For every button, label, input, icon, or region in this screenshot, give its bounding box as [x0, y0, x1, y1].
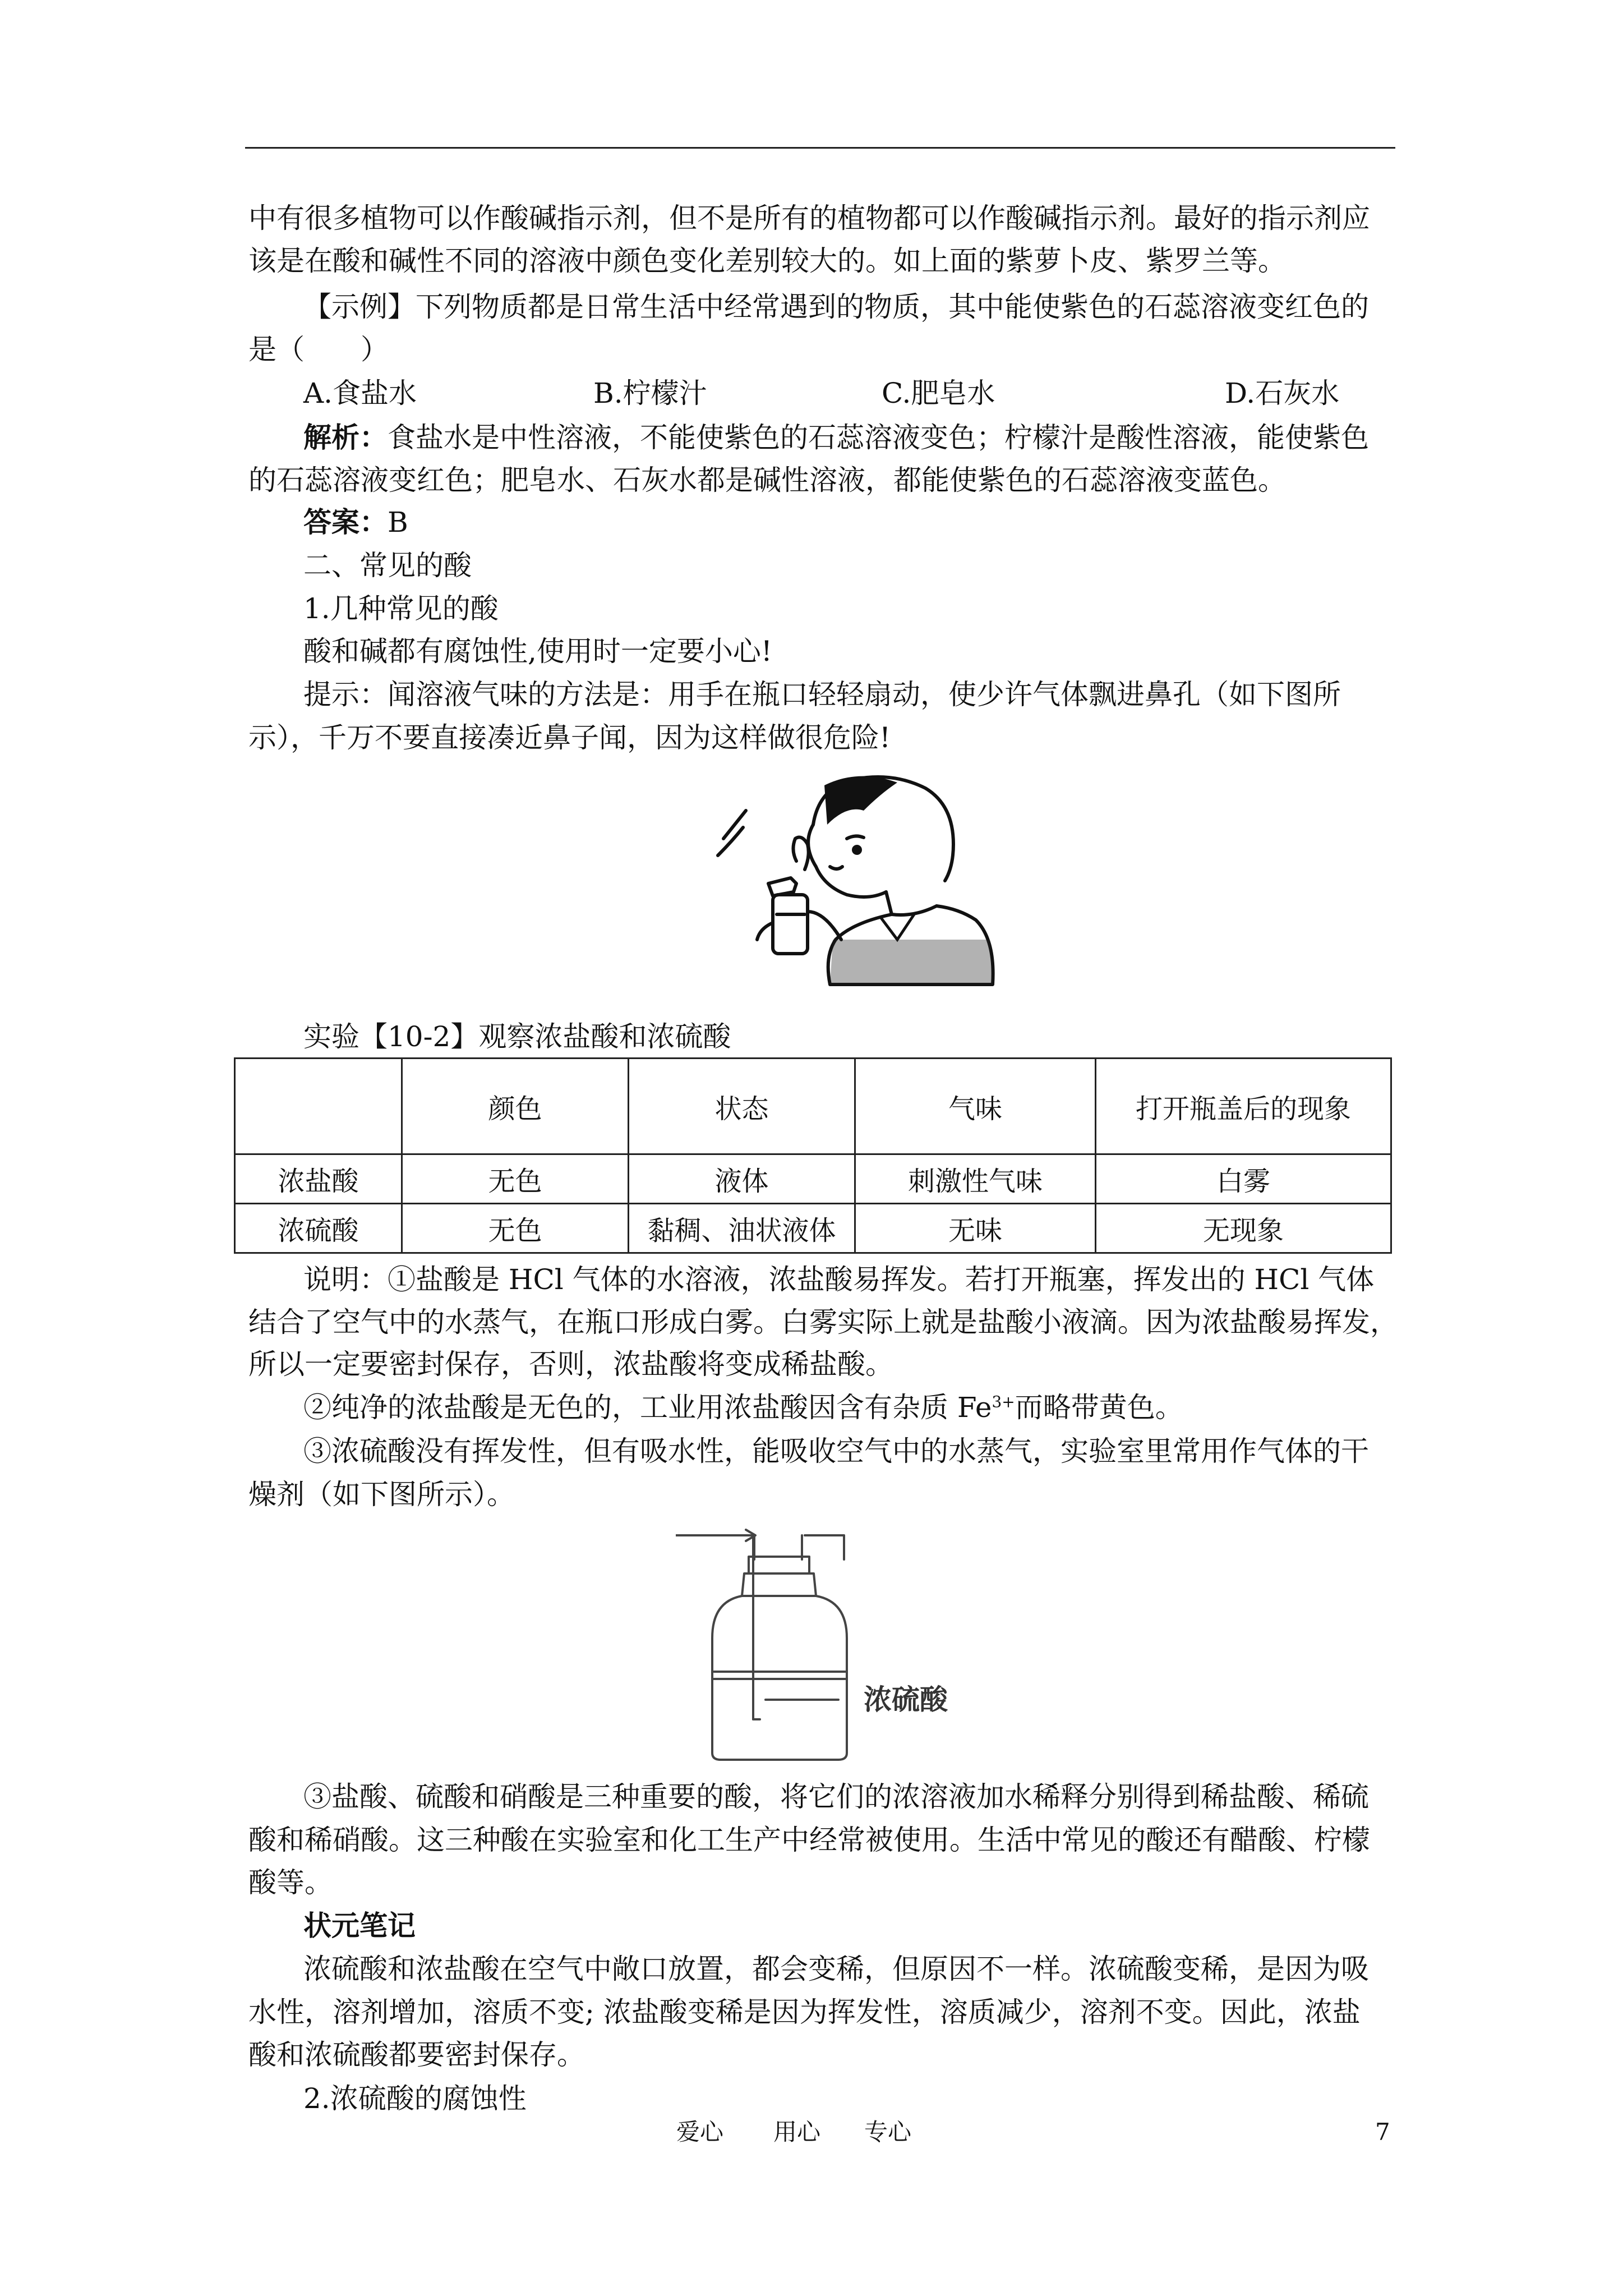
- example-line: 【示例】下列物质都是日常生活中经常遇到的物质，其中能使紫色的石蕊溶液变红色的: [303, 291, 1369, 323]
- note-line: ③浓硫酸没有挥发性，但有吸水性，能吸收空气中的水蒸气，实验室里常用作气体的干: [303, 1435, 1369, 1467]
- answer-value: B: [388, 506, 408, 539]
- header-rule: [245, 147, 1395, 149]
- analysis-label: 解析：: [303, 421, 388, 454]
- table-cell: 无现象: [1096, 1204, 1391, 1253]
- section-heading: 二、常见的酸: [303, 549, 472, 582]
- table-header-cell: 颜色: [402, 1059, 629, 1154]
- table-cell: 浓硫酸: [235, 1204, 402, 1253]
- tip-line: 提示：闻溶液气味的方法是：用手在瓶口轻轻扇动，使少许气体飘进鼻孔（如下图所: [303, 678, 1341, 711]
- paragraph-line: 酸和稀硝酸。这三种酸在实验室和化工生产中经常被使用。生活中常见的酸还有醋酸、柠檬: [248, 1824, 1370, 1856]
- paragraph-line: 该是在酸和碱性不同的溶液中颜色变化差别较大的。如上面的紫萝卜皮、紫罗兰等。: [248, 245, 1286, 277]
- table-cell: 无味: [855, 1204, 1096, 1253]
- gas-drying-bottle-illustration: [676, 1529, 981, 1764]
- notes-line: 水性，溶剂增加，溶质不变; 浓盐酸变稀是因为挥发性，溶质减少，溶剂不变。因此，浓盐: [248, 1996, 1361, 2028]
- footer-motto: 专心: [864, 2118, 912, 2146]
- table-cell: 黏稠、油状液体: [629, 1204, 855, 1253]
- analysis-text: 食盐水是中性溶液，不能使紫色的石蕊溶液变色；柠檬汁是酸性溶液，能使紫色: [388, 421, 1369, 454]
- notes-heading: 状元笔记: [303, 1909, 416, 1942]
- experiment-table: [234, 1057, 1392, 1254]
- table-row: [235, 1154, 1391, 1204]
- note-line: 结合了空气中的水蒸气，在瓶口形成白雾。白雾实际上就是盐酸小液滴。因为浓盐酸易挥发，: [248, 1306, 1398, 1338]
- example-line: 是（ ）: [248, 333, 389, 366]
- subsection-heading: 1.几种常见的酸: [303, 592, 499, 625]
- option-b: B.柠檬汁: [593, 377, 707, 409]
- note-text: 而略带黄色。: [1015, 1391, 1183, 1424]
- paragraph-line: 中有很多植物可以作酸碱指示剂，但不是所有的植物都可以作酸碱指示剂。最好的指示剂应: [248, 202, 1370, 234]
- analysis-line: [303, 420, 1369, 455]
- superscript: 3+: [992, 1392, 1015, 1411]
- option-d: D.石灰水: [1225, 377, 1340, 409]
- option-a: A.食盐水: [303, 377, 417, 409]
- table-cell: 浓盐酸: [235, 1154, 402, 1204]
- paragraph-line: 酸等。: [248, 1866, 333, 1899]
- table-header-cell: [235, 1059, 402, 1154]
- page-number: 7: [1375, 2118, 1390, 2146]
- table-cell: 无色: [402, 1154, 629, 1204]
- table-cell: 白雾: [1096, 1154, 1391, 1204]
- footer-motto: 用心: [773, 2118, 821, 2146]
- table-header-cell: 状态: [629, 1059, 855, 1154]
- table-header-row: [235, 1059, 1391, 1154]
- subsection-heading: 2.浓硫酸的腐蚀性: [303, 2082, 527, 2115]
- bottle-label: 浓硫酸: [864, 1684, 948, 1715]
- notes-line: 浓硫酸和浓盐酸在空气中敞口放置，都会变稀，但原因不一样。浓硫酸变稀，是因为吸: [303, 1953, 1369, 1985]
- note-line: 燥剂（如下图所示）。: [248, 1478, 515, 1511]
- analysis-line: 的石蕊溶液变红色；肥皂水、石灰水都是碱性溶液，都能使紫色的石蕊溶液变蓝色。: [248, 464, 1286, 496]
- paragraph-line: ③盐酸、硫酸和硝酸是三种重要的酸，将它们的浓溶液加水稀释分别得到稀盐酸、稀硫: [303, 1780, 1369, 1813]
- notes-line: 酸和浓硫酸都要密封保存。: [248, 2039, 585, 2071]
- answer-line: [303, 505, 408, 540]
- note-line: [303, 1390, 1183, 1425]
- note-line: 所以一定要密封保存，否则，浓盐酸将变成稀盐酸。: [248, 1348, 893, 1381]
- table-cell: 液体: [629, 1154, 855, 1204]
- table-cell: 无色: [402, 1204, 629, 1253]
- table-cell: 刺激性气味: [855, 1154, 1096, 1204]
- table-header-cell: 气味: [855, 1059, 1096, 1154]
- note-line: 说明：①盐酸是 HCl 气体的水溶液，浓盐酸易挥发。若打开瓶塞，挥发出的 HCl 气体: [303, 1263, 1375, 1296]
- footer-motto: 爱心: [676, 2118, 724, 2146]
- table-header-cell: 打开瓶盖后的现象: [1096, 1059, 1391, 1154]
- tip-line: 示），千万不要直接凑近鼻子闻，因为这样做很危险!: [248, 721, 891, 754]
- experiment-title: 实验【10-2】观察浓盐酸和浓硫酸: [303, 1020, 731, 1053]
- answer-label: 答案：: [303, 505, 388, 539]
- warning-line: 酸和碱都有腐蚀性,使用时一定要小心!: [303, 635, 772, 668]
- option-c: C.肥皂水: [882, 377, 995, 409]
- smelling-method-illustration: [712, 771, 1004, 999]
- note-text: ②纯净的浓盐酸是无色的，工业用浓盐酸因含有杂质 Fe: [303, 1391, 992, 1424]
- table-row: [235, 1204, 1391, 1253]
